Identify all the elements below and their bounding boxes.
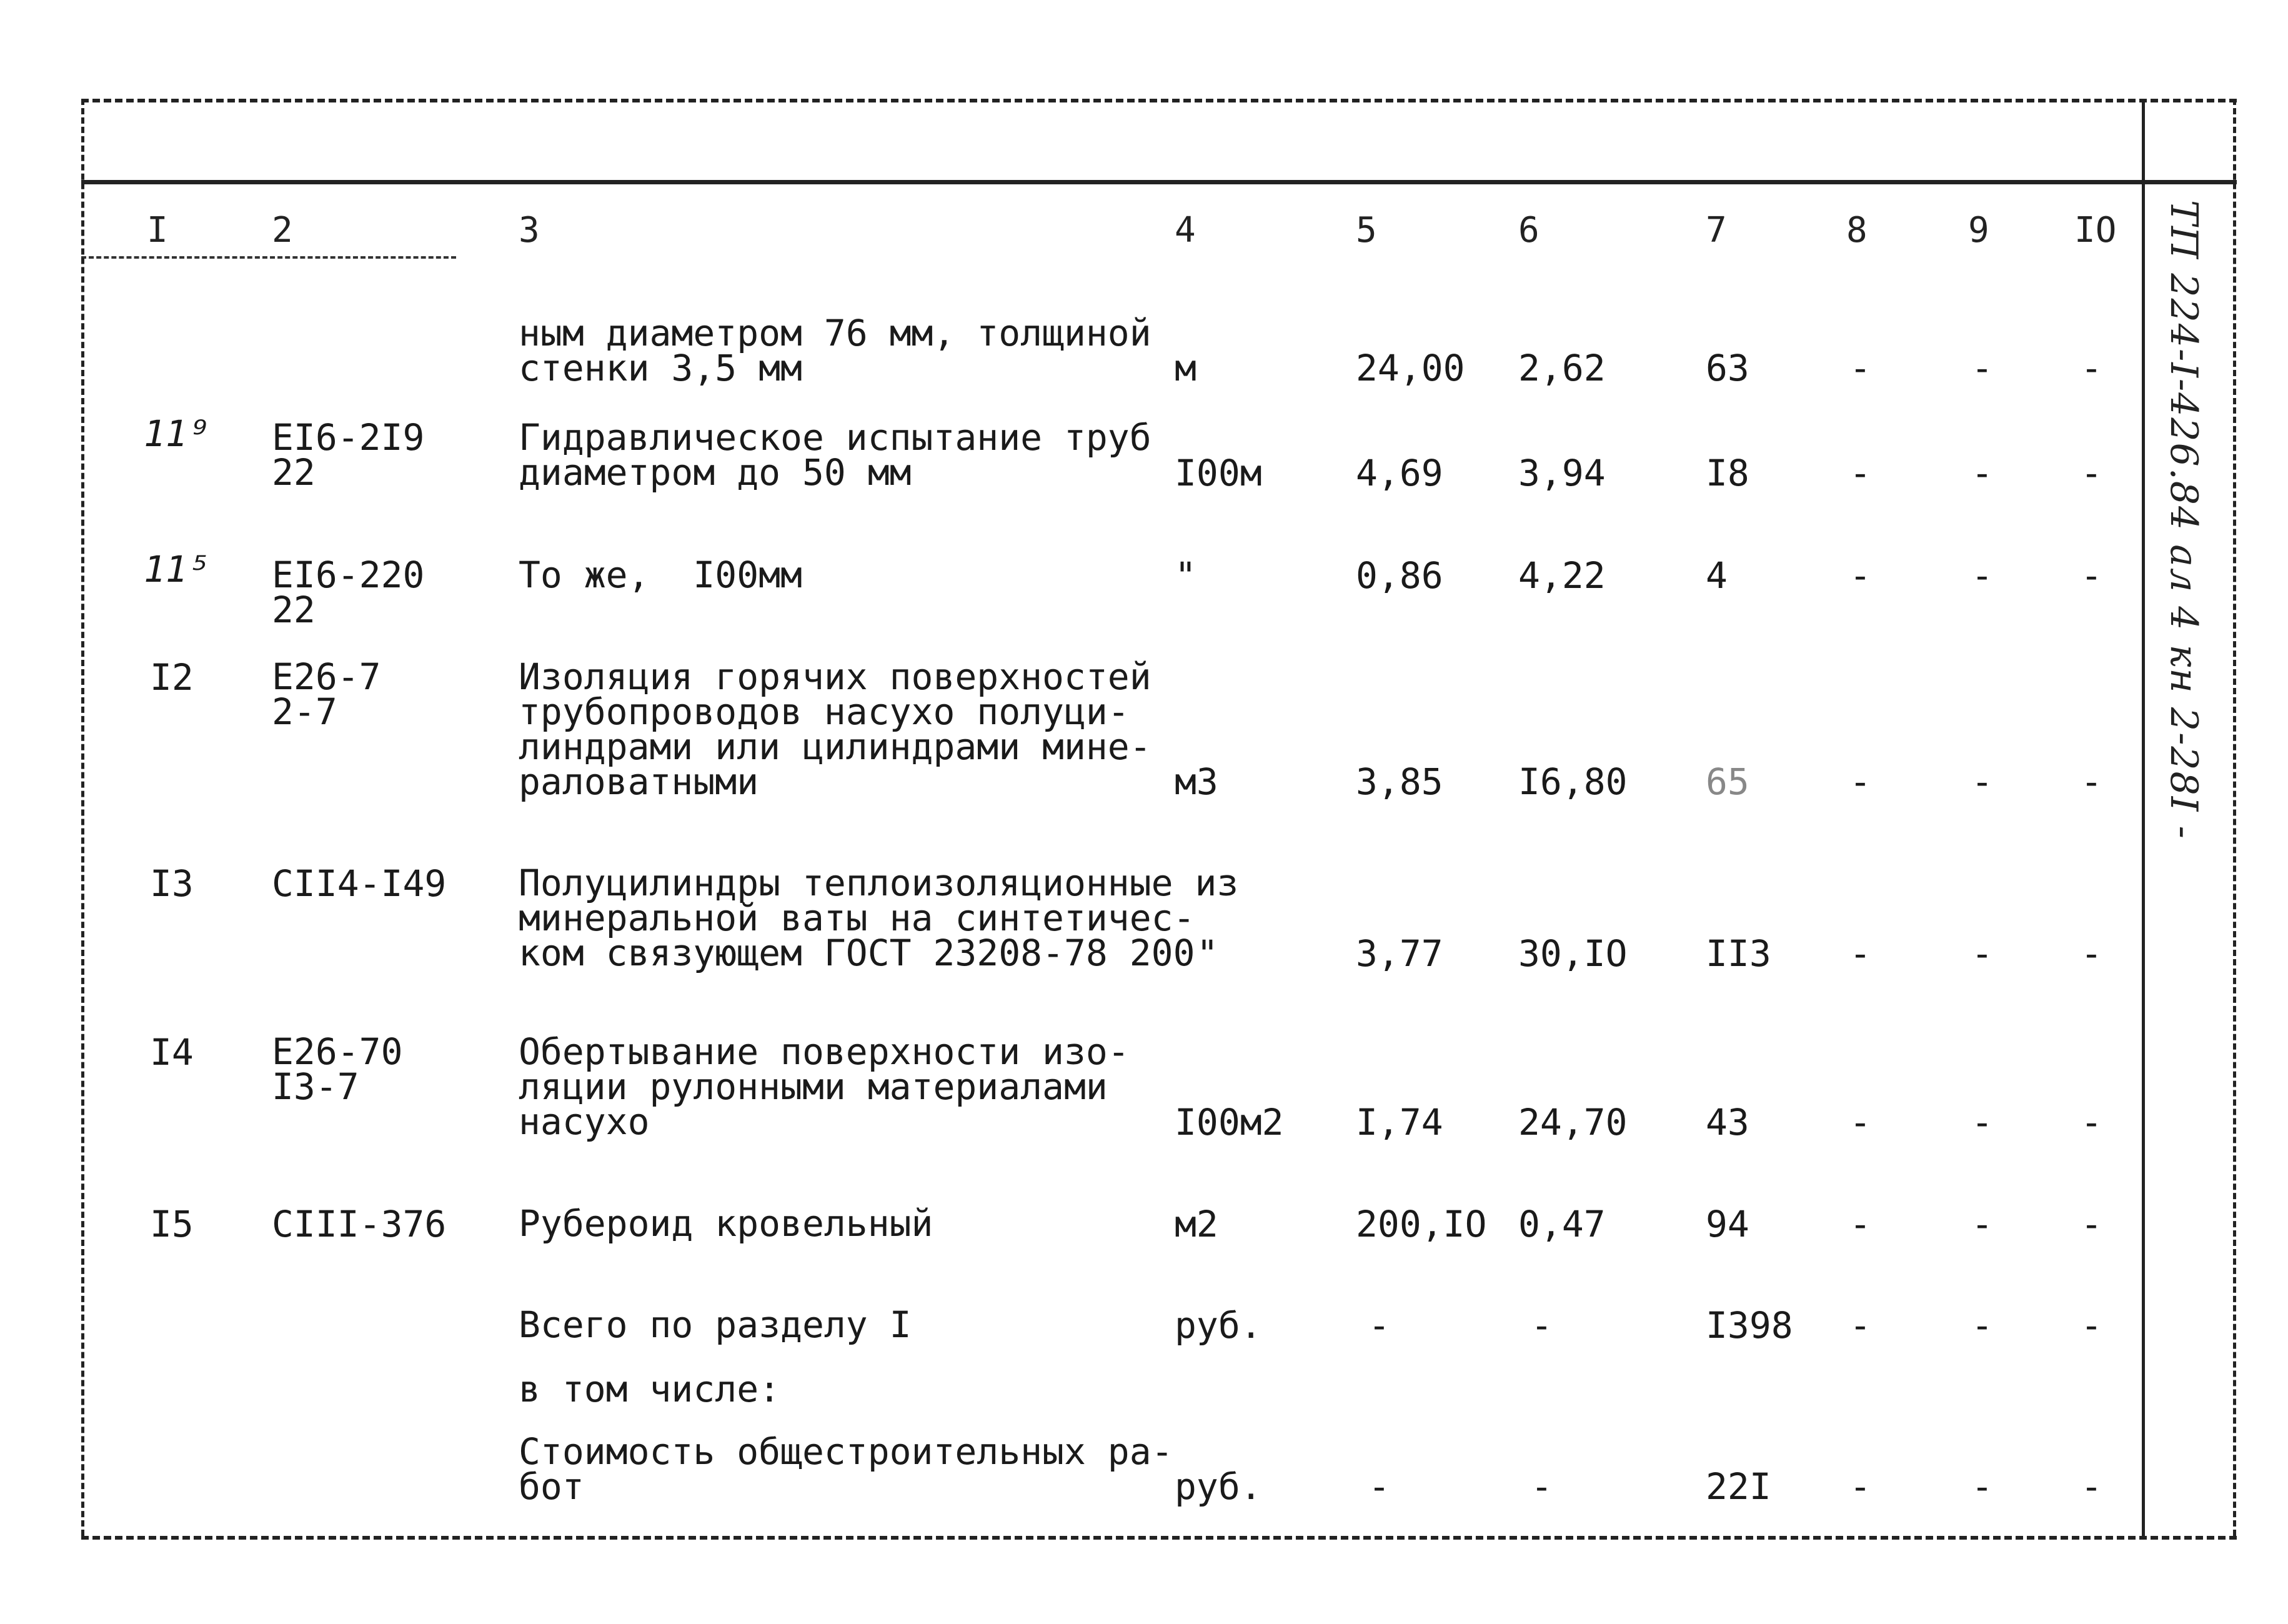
row-code: E26-70 I3-7 <box>272 1030 403 1108</box>
column-header-6: 6 <box>1518 210 1539 251</box>
row-unit: " <box>1196 932 1218 975</box>
row-unit: I00м <box>1175 452 1262 494</box>
row-description: Обертывание поверхности изо- ляции рулонными материалами насухо <box>519 1030 1130 1143</box>
row-col10: - <box>2081 1203 2102 1245</box>
row-col8: - <box>1849 347 1871 389</box>
row-col9: - <box>1971 1203 1993 1245</box>
row-col9: - <box>1971 932 1993 975</box>
row-col10: - <box>2081 760 2102 803</box>
left-border <box>81 99 84 1536</box>
row-unit: I00м2 <box>1175 1101 1284 1143</box>
row-quantity: 200,IO <box>1356 1203 1487 1245</box>
row-unit: м2 <box>1175 1203 1218 1245</box>
row-col8: - <box>1849 1304 1871 1347</box>
row-col8: - <box>1849 932 1871 975</box>
row-description: Изоляция горячих поверхностей трубопроводов насухо полуци- линдрами или цилиндрами мине- раловатными <box>519 655 1151 803</box>
row-quantity: - <box>1368 1304 1390 1347</box>
row-description: Стоимость общестроительных ра- бот <box>519 1430 1173 1508</box>
row-unit: м3 <box>1175 760 1218 803</box>
row-col8: - <box>1849 452 1871 494</box>
row-col9: - <box>1971 1304 1993 1347</box>
right-border <box>2233 99 2236 1536</box>
row-col8: - <box>1849 1465 1871 1508</box>
row-col8: - <box>1849 1203 1871 1245</box>
row-unit: руб. <box>1175 1304 1262 1347</box>
row-quantity: 0,86 <box>1356 554 1443 597</box>
row-total: 65 <box>1706 760 1749 803</box>
row-number: I5 <box>150 1203 194 1245</box>
column-header-5: 5 <box>1356 210 1377 251</box>
row-unit-price: 24,70 <box>1518 1101 1628 1143</box>
row-col9: - <box>1971 1465 1993 1508</box>
row-number: I3 <box>150 862 194 905</box>
row-col8: - <box>1849 760 1871 803</box>
row-description: Всего по разделу I <box>519 1303 912 1346</box>
row-col8: - <box>1849 1101 1871 1143</box>
row-description: Гидравлическое испытание труб диаметром до 50 мм <box>519 416 1151 494</box>
row-col9: - <box>1971 347 1993 389</box>
row-col10: - <box>2081 554 2102 597</box>
bottom-border <box>81 1536 2237 1540</box>
row-number: I4 <box>150 1031 194 1074</box>
row-unit-price: - <box>1531 1465 1553 1508</box>
header-underline <box>81 256 456 259</box>
column-header-7: 7 <box>1706 210 1727 251</box>
row-unit: м <box>1175 347 1196 389</box>
row-unit-price: 4,22 <box>1518 554 1606 597</box>
stamp-divider <box>2142 99 2145 1536</box>
column-header-8: 8 <box>1846 210 1868 251</box>
column-header-10: IO <box>2074 210 2117 251</box>
row-col10: - <box>2081 1304 2102 1347</box>
row-description: в том числе: <box>519 1368 781 1410</box>
row-description: Рубероид кровельный <box>519 1202 933 1245</box>
stamp-text: ТП 224-I-426.84 ал 4 кн 2-28I - <box>2162 200 2206 840</box>
row-col9: - <box>1971 1101 1993 1143</box>
top-border <box>81 99 2237 102</box>
row-col9: - <box>1971 452 1993 494</box>
row-unit: руб. <box>1175 1465 1262 1508</box>
row-code: EI6-220 22 <box>272 554 425 631</box>
row-col9: - <box>1971 760 1993 803</box>
row-col10: - <box>2081 347 2102 389</box>
row-quantity: I,74 <box>1356 1101 1443 1143</box>
row-number: 11⁵ <box>144 548 209 590</box>
row-number: I2 <box>150 656 194 699</box>
row-total: 94 <box>1706 1203 1749 1245</box>
row-description: ным диаметром 76 мм, толщиной стенки 3,5 мм <box>519 312 1151 389</box>
row-col8: - <box>1849 554 1871 597</box>
row-total: I398 <box>1706 1304 1793 1347</box>
row-col10: - <box>2081 1101 2102 1143</box>
row-total: I8 <box>1706 452 1749 494</box>
row-quantity: 3,77 <box>1356 932 1443 975</box>
row-number: 11⁹ <box>144 412 209 455</box>
column-header-1: I <box>147 210 168 251</box>
document-stamp <box>2149 200 2224 887</box>
row-col10: - <box>2081 1465 2102 1508</box>
row-unit: " <box>1175 554 1196 597</box>
column-header-3: 3 <box>519 210 540 251</box>
row-unit-price: 0,47 <box>1518 1203 1606 1245</box>
row-quantity: 4,69 <box>1356 452 1443 494</box>
row-col10: - <box>2081 932 2102 975</box>
row-description: Полуцилиндры теплоизоляционные из минеральной ваты на синтетичес- ком связующем ГОСТ 23208-78 200 <box>519 862 1239 974</box>
row-description: То же, I00мм <box>519 554 802 596</box>
row-quantity: 24,00 <box>1356 347 1465 389</box>
column-header-9: 9 <box>1968 210 1989 251</box>
row-total: 43 <box>1706 1101 1749 1143</box>
row-total: II3 <box>1706 932 1771 975</box>
row-total: 63 <box>1706 347 1749 389</box>
row-code: CII4-I49 <box>272 862 447 905</box>
row-col9: - <box>1971 554 1993 597</box>
column-header-4: 4 <box>1175 210 1196 251</box>
row-code: EI6-2I9 22 <box>272 416 425 494</box>
row-unit-price: - <box>1531 1304 1553 1347</box>
row-code: CIII-376 <box>272 1203 447 1245</box>
row-unit-price: I6,80 <box>1518 760 1628 803</box>
row-unit-price: 3,94 <box>1518 452 1606 494</box>
row-code: E26-7 2-7 <box>272 655 381 733</box>
row-unit-price: 30,IO <box>1518 932 1628 975</box>
row-col10: - <box>2081 452 2102 494</box>
column-header-2: 2 <box>272 210 293 251</box>
row-quantity: - <box>1368 1465 1390 1508</box>
row-total: 4 <box>1706 554 1728 597</box>
header-rule <box>81 180 2237 184</box>
row-total: 22I <box>1706 1465 1771 1508</box>
row-quantity: 3,85 <box>1356 760 1443 803</box>
row-unit-price: 2,62 <box>1518 347 1606 389</box>
